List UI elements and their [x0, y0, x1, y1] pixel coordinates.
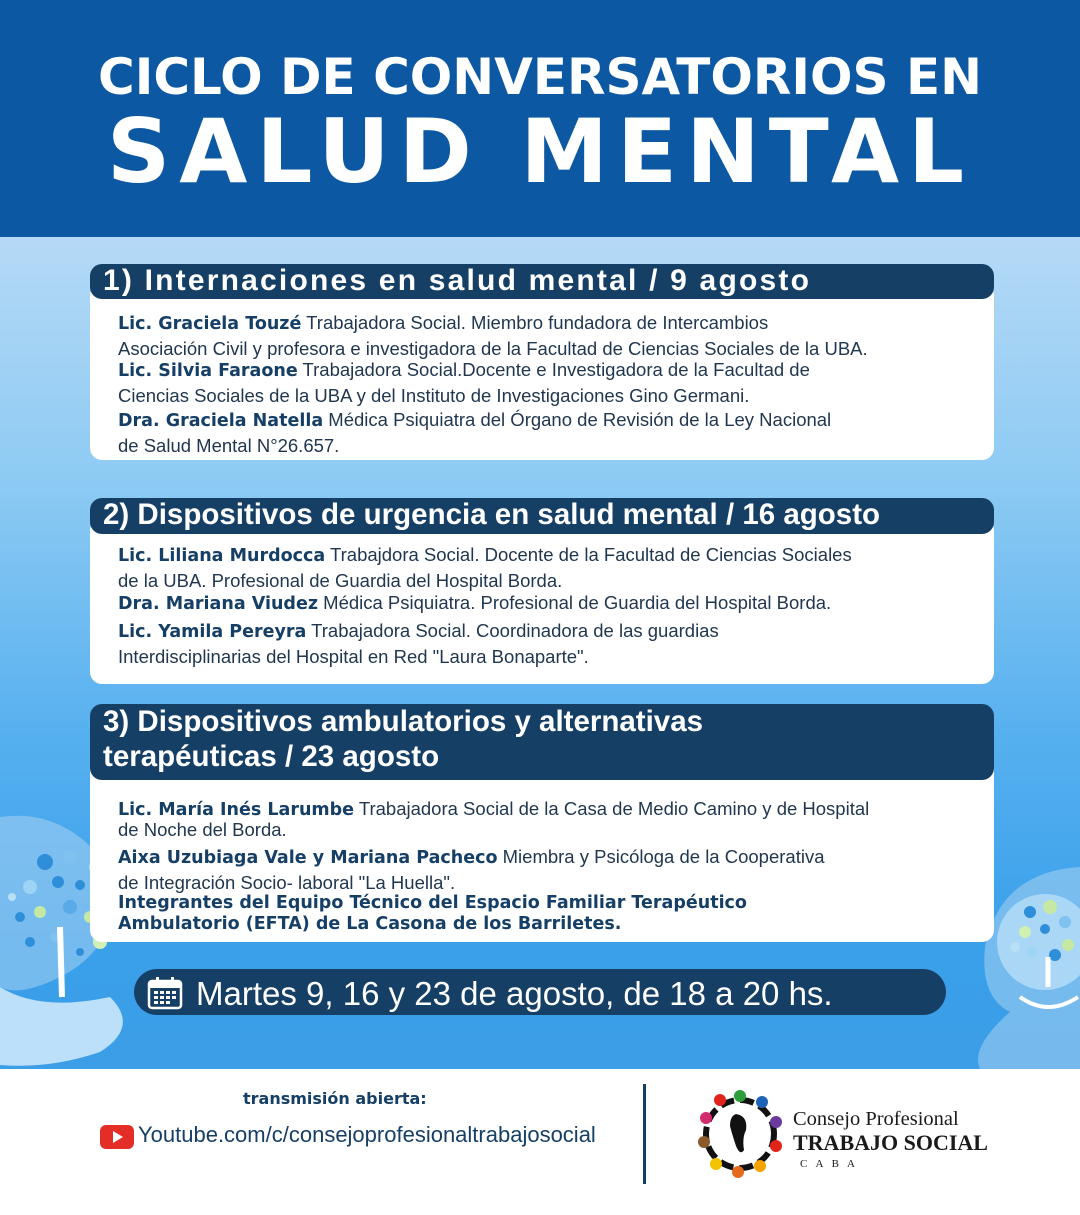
session-2-title-bar: [90, 498, 994, 534]
speaker-desc-line2: de Integración Socio- laboral "La Huella".: [118, 871, 456, 893]
header-banner: [0, 0, 1080, 237]
speaker-name: Lic. Yamila Pereyra: [118, 622, 307, 642]
session-2-title: 2) Dispositivos de urgencia en salud mental / 16 agosto: [103, 498, 881, 531]
calendar-icon: [147, 976, 183, 1010]
speaker-desc-line2: de Noche del Borda.: [118, 819, 287, 840]
speaker-entry: [118, 408, 984, 457]
team-line2: Ambulatorio (EFTA) de La Casona de los Barriletes.: [118, 914, 622, 934]
speaker-entry: [118, 619, 984, 668]
speaker-desc-line1: Trabajadora Social. Miembro fundadora de Intercambios: [301, 312, 769, 333]
org-name-line1: Consejo Profesional: [793, 1108, 959, 1130]
speaker-desc-line1: Médica Psiquiatra del Órgano de Revisión de la Ley Nacional: [323, 409, 832, 430]
speaker-desc-line2: de Salud Mental N°26.657.: [118, 434, 340, 456]
speaker-desc-line2: de la UBA. Profesional de Guardia del Hospital Borda.: [118, 569, 563, 591]
speaker-entry: [118, 591, 984, 617]
speaker-entry: [118, 893, 984, 935]
consejo-logo-emblem: [692, 1086, 788, 1182]
speaker-desc-line2: Ciencias Sociales de la UBA y del Instituto de Investigaciones Gino Germani.: [118, 384, 750, 406]
speaker-name: Lic. Silvia Faraone: [118, 361, 298, 381]
title-line-2: SALUD MENTAL: [106, 100, 974, 203]
speaker-desc-line1: Médica Psiquiatra. Profesional de Guardia del Hospital Borda.: [318, 592, 832, 613]
speaker-name: Lic. Graciela Touzé: [118, 314, 302, 334]
speaker-desc-line1: Miembra y Psicóloga de la Cooperativa: [497, 846, 825, 867]
session-1-title-bar: [90, 264, 994, 299]
speaker-entry: [118, 543, 984, 592]
youtube-link[interactable]: Youtube.com/c/consejoprofesionaltrabajosocial: [138, 1122, 596, 1147]
speaker-entry: [118, 311, 984, 360]
footer-divider: [643, 1084, 646, 1184]
org-name-line3: C A B A: [800, 1158, 858, 1170]
speaker-name: Lic. Liliana Murdocca: [118, 546, 326, 566]
speaker-name: Lic. María Inés Larumbe: [118, 800, 355, 820]
speaker-desc-line1: Trabajadora Social. Coordinadora de las guardias: [306, 620, 719, 641]
session-3-title-line1: 3) Dispositivos ambulatorios y alternativas: [103, 705, 704, 738]
stream-label: transmisión abierta:: [243, 1089, 427, 1108]
speaker-desc-line1: Trabajadora Social de la Casa de Medio Camino y de Hospital: [354, 798, 870, 819]
speaker-name: Dra. Graciela Natella: [118, 411, 324, 431]
speaker-entry: [118, 845, 984, 894]
schedule-text: Martes 9, 16 y 23 de agosto, de 18 a 20 hs.: [196, 975, 833, 1012]
team-line1: Integrantes del Equipo Técnico del Espacio Familiar Terapéutico: [118, 893, 747, 913]
speaker-entry: [118, 358, 984, 407]
speaker-name: Dra. Mariana Viudez: [118, 594, 319, 614]
speaker-desc-line2: Asociación Civil y profesora e investigadora de la Facultad de Ciencias Sociales de la UBA.: [118, 337, 868, 359]
schedule-pill: [134, 969, 946, 1015]
speaker-desc-line2: Interdisciplinarias del Hospital en Red "Laura Bonaparte".: [118, 645, 589, 667]
session-3-title-bar: [90, 704, 994, 780]
speaker-desc-line1: Trabajdora Social. Docente de la Facultad de Ciencias Sociales: [325, 544, 852, 565]
session-3-title-line2: terapéuticas / 23 agosto: [103, 740, 440, 773]
speaker-desc-line1: Trabajadora Social.Docente e Investigadora de la Facultad de: [297, 359, 810, 380]
speaker-entry: [118, 799, 984, 840]
youtube-icon[interactable]: [100, 1125, 134, 1149]
org-name-line2: TRABAJO SOCIAL: [793, 1130, 988, 1155]
speaker-name: Aixa Uzubiaga Vale y Mariana Pacheco: [118, 848, 498, 868]
session-1-title: 1) Internaciones en salud mental / 9 agosto: [103, 264, 812, 297]
title-line-1: CICLO DE CONVERSATORIOS EN: [98, 48, 982, 106]
